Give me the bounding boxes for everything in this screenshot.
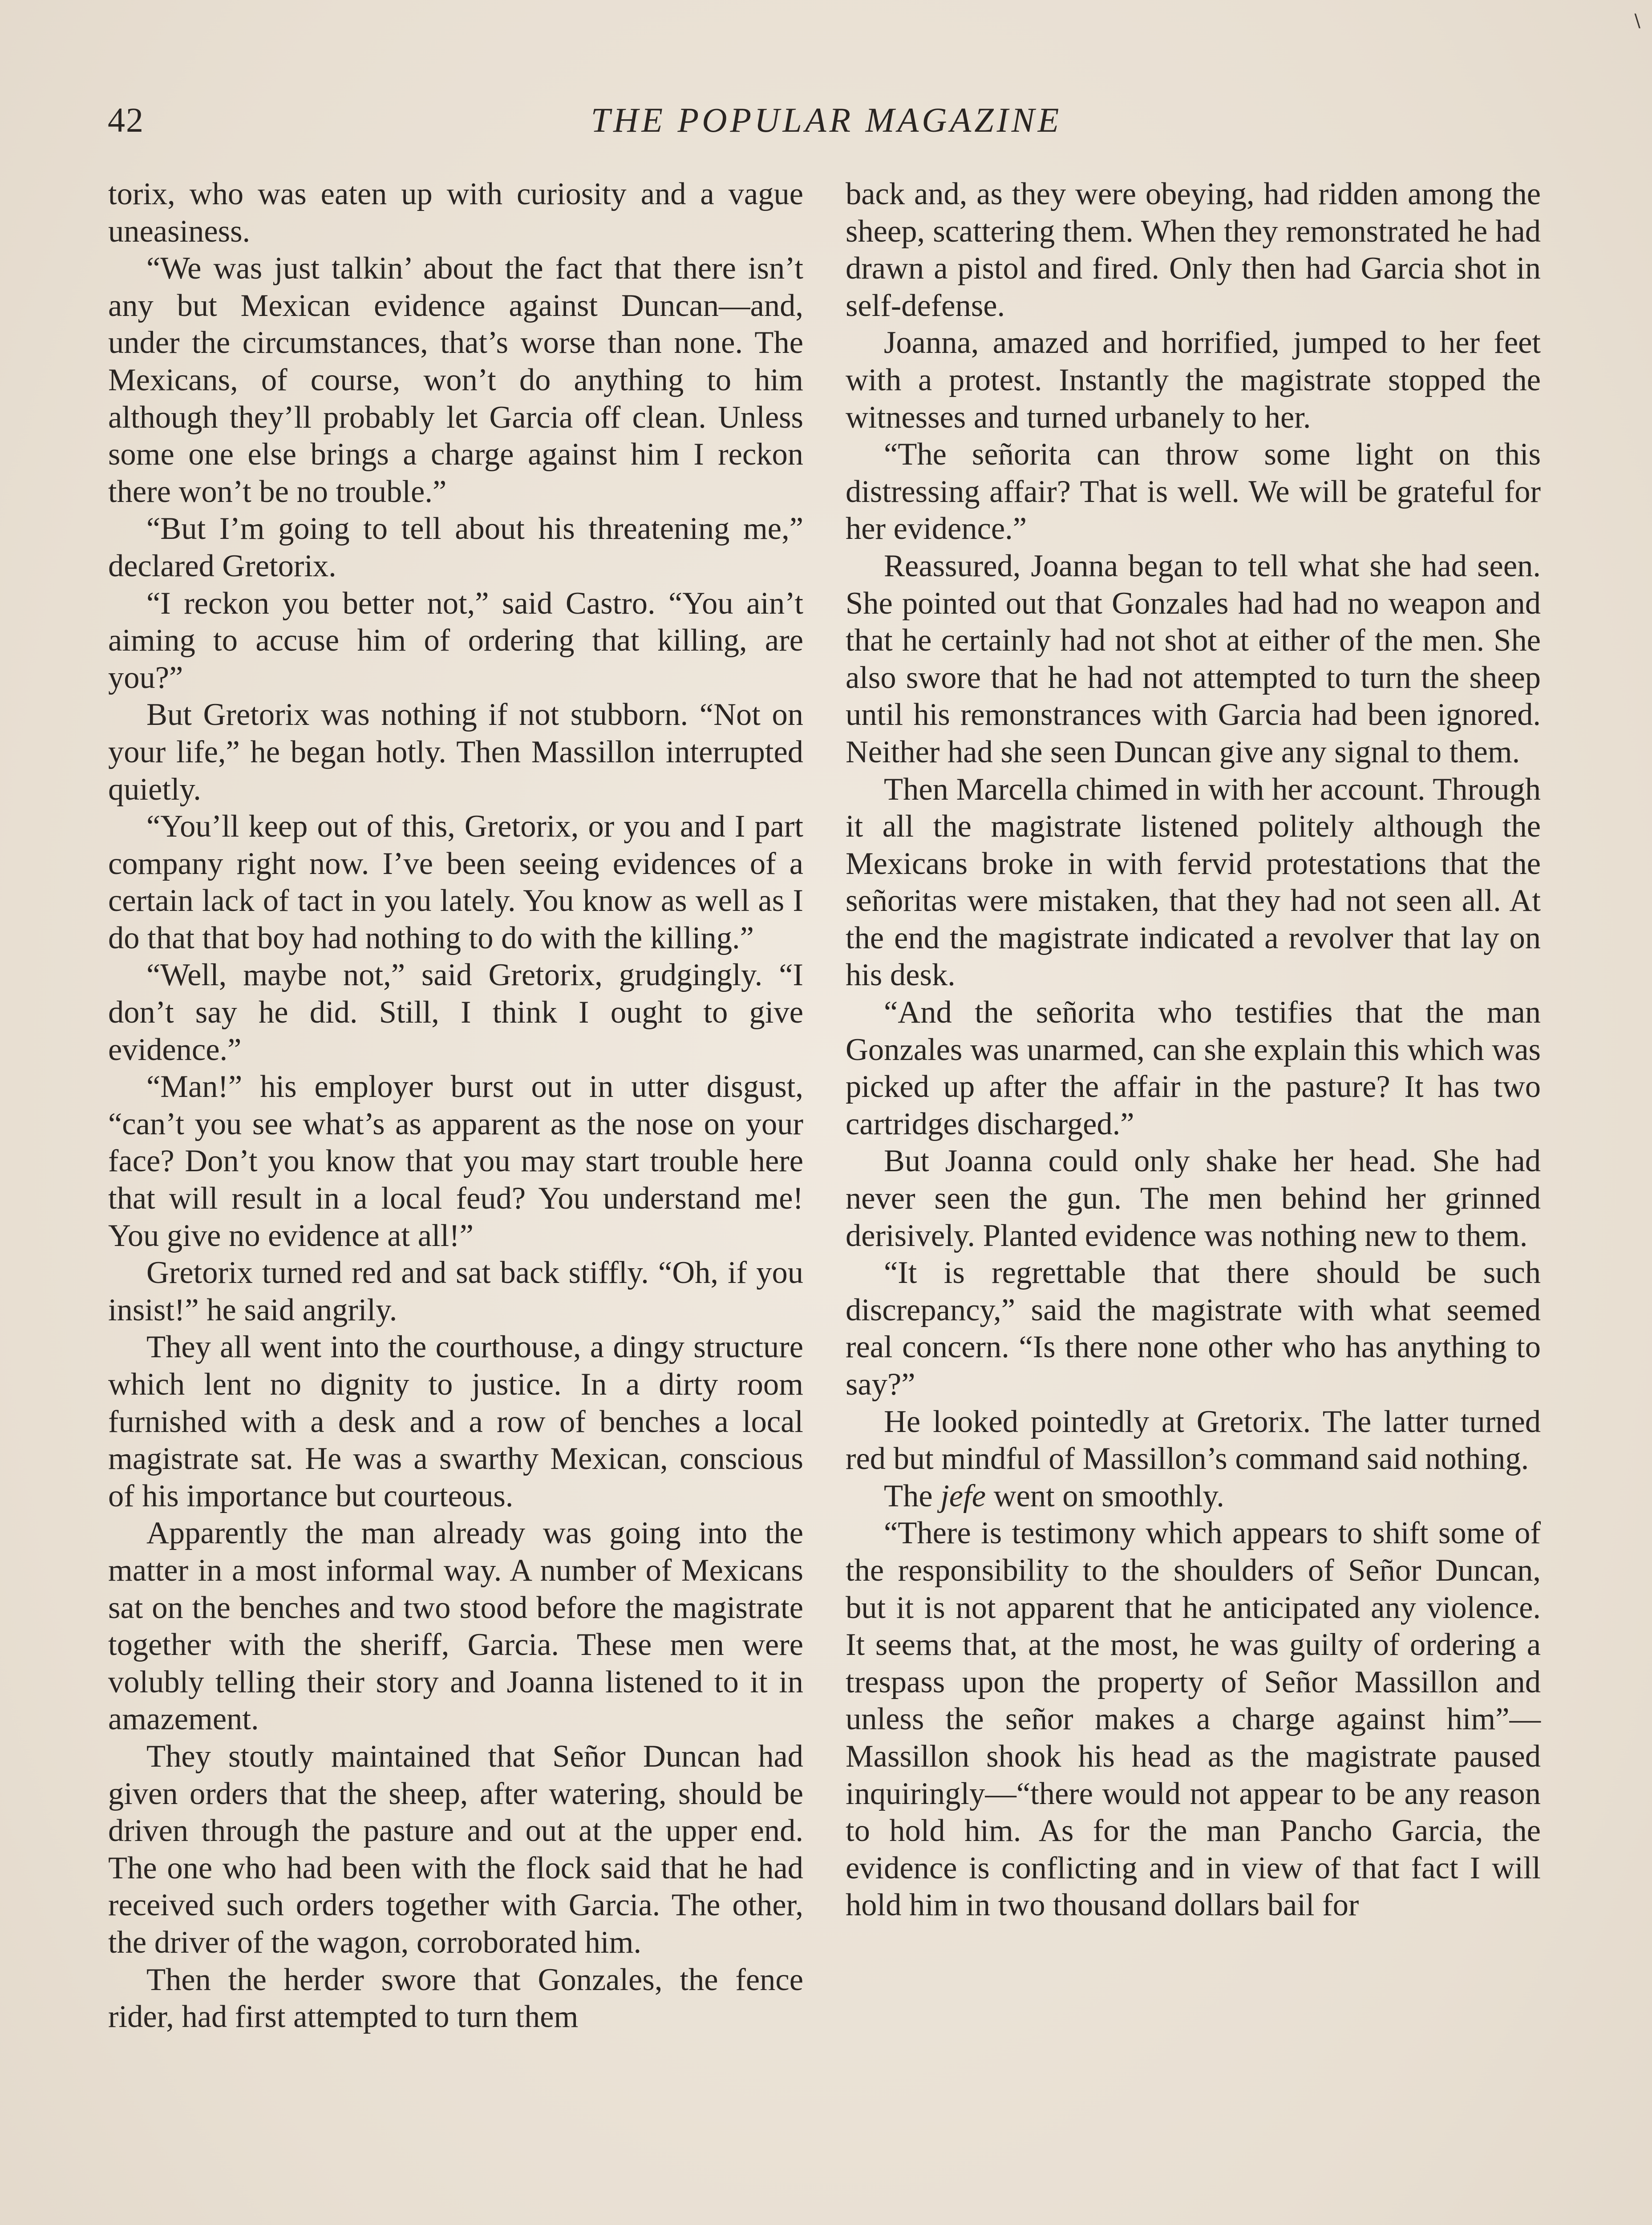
paragraph: “Man!” his employer burst out in utter disgust, “can’t you see what’s as apparent as the nose on your face? Don’t you know that you may start trouble here that will result in a local feud? You understand me! You give no evidence at all!” [108, 1069, 803, 1253]
right-column [846, 176, 1541, 1924]
paragraph: Apparently the man already was going into the matter in a most informal way. A number of Mexicans sat on the benches and two stood before the magistrate together with the sheriff, Garcia. These men were volubly telling their story and Joanna listened to it in amazement. [108, 1516, 803, 1737]
paragraph [846, 1478, 1541, 1515]
corner-mark: \ [1634, 11, 1640, 31]
paragraph: “We was just talkin’ about the fact that there isn’t any but Mexican evidence against Duncan—and, under the circumstances, that’s worse than none. The Mexicans, of course, won’t do anything to him although they’ll probably let Garcia off clean. Unless some one else brings a charge against him I reckon there won’t be no trouble.” [108, 251, 803, 509]
paragraph: Joanna, amazed and horrified, jumped to her feet with a protest. Instantly the magistrate stopped the witnesses and turned urbanely to her. [846, 325, 1541, 435]
paragraph: “There is testimony which appears to shift some of the responsibility to the shoulders of Señor Duncan, but it is not apparent that he anticipated any violence. It seems that, at the most, he was guilty of ordering a trespass upon the property of Señor Massillon and unless the señor makes a charge against him”—Massillon shook his head as the magistrate paused inquiringly—“there would not appear to be any reason to hold him. As for the man Pancho Garcia, the evidence is conflicting and in view of that fact I will hold him in two thousand dollars bail for [846, 1516, 1541, 1923]
paragraph: “And the señorita who testifies that the man Gonzales was unarmed, can she explain this which was picked up after the affair in the pasture? It has two cartridges discharged.” [846, 995, 1541, 1141]
paragraph-text: went on smoothly. [986, 1478, 1224, 1513]
paragraph: He looked pointedly at Gretorix. The latter turned red but mindful of Massillon’s command said nothing. [846, 1404, 1541, 1477]
paragraph: Then the herder swore that Gonzales, the fence rider, had first attempted to turn them [108, 1962, 803, 2035]
paragraph: torix, who was eaten up with curiosity and a vague uneasiness. [108, 177, 803, 249]
paragraph: But Gretorix was nothing if not stubborn. “Not on your life,” he began hotly. Then Massillon interrupted quietly. [108, 697, 803, 807]
italic-word: jefe [940, 1478, 986, 1513]
paragraph: “You’ll keep out of this, Gretorix, or you and I part company right now. I’ve been seeing evidences of a certain lack of tact in you lately. You know as well as I do that that boy had nothing to do with the killing.” [108, 809, 803, 955]
paragraph: “But I’m going to tell about his threatening me,” declared Gretorix. [108, 511, 803, 583]
paragraph: They all went into the courthouse, a dingy structure which lent no dignity to justice. In a dirty room furnished with a desk and a row of benches a local magistrate sat. He was a swarthy Mexican, conscious of his importance but courteous. [108, 1330, 803, 1513]
paragraph: They stoutly maintained that Señor Duncan had given orders that the sheep, after watering, should be driven through the pasture and out at the upper end. The one who had been with the flock said that he had received such orders together with Garcia. The other, the driver of the wagon, corroborated him. [108, 1739, 803, 1960]
paragraph: “The señorita can throw some light on this distressing affair? That is well. We will be grateful for her evidence.” [846, 437, 1541, 546]
paragraph: Reassured, Joanna began to tell what she had seen. She pointed out that Gonzales had had no weapon and that he certainly had not shot at either of the men. She also swore that he had not attempted to turn the sheep until his remonstrances with Garcia had been ignored. Neither had she seen Duncan give any signal to them. [846, 548, 1541, 769]
paragraph-text: The [884, 1478, 941, 1513]
page-number: 42 [108, 101, 144, 139]
running-head-title: THE POPULAR MAGAZINE [591, 101, 1062, 139]
left-column [108, 176, 803, 2036]
paragraph: But Joanna could only shake her head. She had never seen the gun. The men behind her grinned derisively. Planted evidence was nothing new to them. [846, 1144, 1541, 1253]
paragraph: Then Marcella chimed in with her account. Through it all the magistrate listened politely although the Mexicans broke in with fervid protestations that the señoritas were mistaken, that they had not seen all. At the end the magistrate indicated a revolver that lay on his desk. [846, 772, 1541, 993]
paragraph: “I reckon you better not,” said Castro. “You ain’t aiming to accuse him of ordering that killing, are you?” [108, 586, 803, 695]
page-header [108, 100, 1545, 140]
paragraph: “It is regrettable that there should be such discrepancy,” said the magistrate with what seemed real concern. “Is there none other who has anything to say?” [846, 1255, 1541, 1402]
paragraph: “Well, maybe not,” said Gretorix, grudgingly. “I don’t say he did. Still, I think I ought to give evidence.” [108, 958, 803, 1067]
paragraph: back and, as they were obeying, had ridden among the sheep, scattering them. When they remonstrated he had drawn a pistol and fired. Only then had Garcia shot in self-defense. [846, 177, 1541, 323]
paragraph: Gretorix turned red and sat back stiffly. “Oh, if you insist!” he said angrily. [108, 1255, 803, 1327]
